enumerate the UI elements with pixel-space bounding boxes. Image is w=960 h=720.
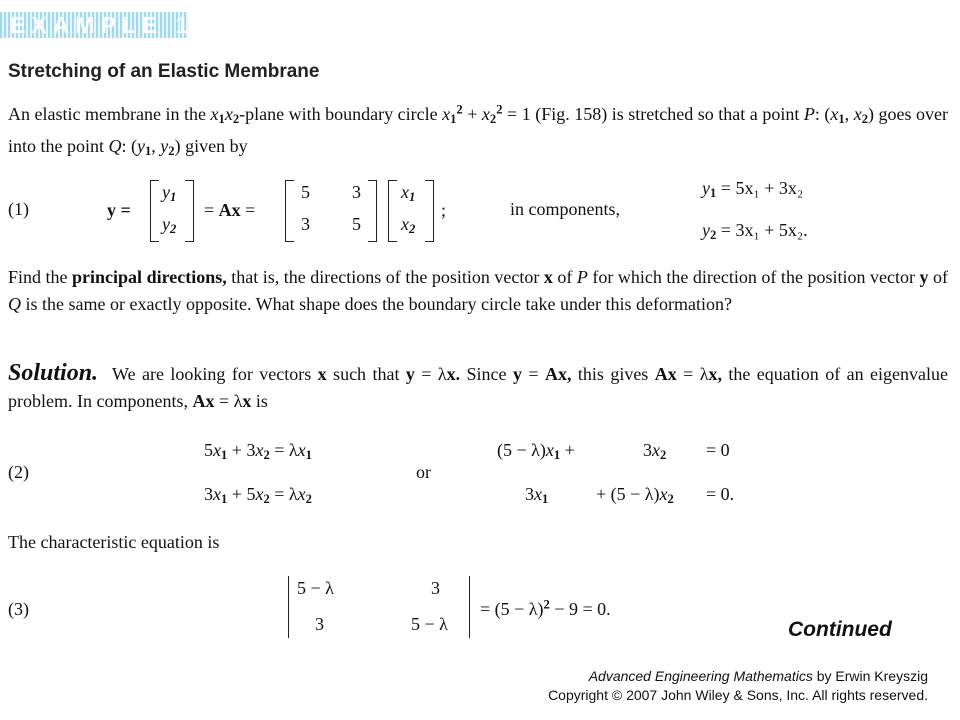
eq2-right-row2: $3x_1$ [525, 484, 549, 507]
x-vector: $x_1$ $x_2$ [388, 180, 434, 242]
eq2-left-row2: $3x_1 + 5x_2 = \lambda x_2$ [204, 484, 312, 507]
eq2-right-row1: $(5 - \lambda)x_1$ + [497, 440, 575, 463]
intro-paragraph: An elastic membrane in the $x_1x_2$-plane with boundary circle $x_1^2 + x_2^2 = 1$ (Fig. 158) is stretched so that a point P: ($x_1$, $x_2$) goes over into the point Q: ($y_1$, $y_2$) given by [8, 102, 949, 159]
continued-label: Continued [788, 618, 892, 641]
eq1-y: y = [107, 200, 131, 220]
page-title: Stretching of an Elastic Membrane [8, 61, 320, 82]
eq1-ax: = Ax = [204, 200, 256, 220]
determinant: 5 − λ 3 3 5 − λ [288, 576, 470, 638]
solution-paragraph: Solution. We are looking for vectors x such that y = λx. Since y = Ax, this gives Ax = λx, the equation of an eigenvalue problem. In components, Ax = λx is [8, 360, 948, 411]
eq1-number: (1) [8, 199, 29, 219]
eq2-or: or [416, 462, 431, 482]
y-vector: $y_1$ $y_2$ [150, 180, 194, 242]
matrix-a: 5 3 3 5 [285, 180, 377, 242]
eq2-number: (2) [8, 462, 29, 482]
eq2-right-row2-zero: = 0. [706, 484, 735, 504]
component-eq-2: $y_2 = 3x_1 + 5x_2$. [702, 220, 808, 243]
component-eq-1: $y_1 = 5x_1 + 3x_2$ [702, 178, 804, 201]
eq2-right-row1-b: $3x_2$ [643, 440, 667, 463]
eq2-left-row1: $5x_1 + 3x_2 = \lambda x_1$ [204, 440, 312, 463]
char-eq-label: The characteristic equation is [8, 532, 220, 552]
example-label: EXAMPLE 1 [10, 12, 195, 38]
footer-copyright: Copyright © 2007 John Wiley & Sons, Inc. All rights reserved. [548, 687, 928, 703]
eq2-right-row1-zero: = 0 [706, 440, 730, 460]
in-components-label: in components, [510, 199, 620, 219]
footer-book: Advanced Engineering Mathematics by Erwin Kreyszig [588, 668, 928, 684]
eq1-semicolon: ; [441, 200, 447, 220]
eq3-rhs: = $(5 - \lambda)^2 - 9 = 0$. [480, 597, 611, 619]
find-paragraph: Find the principal directions, that is, the directions of the position vector x of P for which the direction of the position vector y of Q is the same or exactly opposite. What shape does the boundary circle take under this deformation? [8, 267, 948, 314]
eq2-right-row2-b: + $(5 - \lambda)x_2$ [596, 484, 674, 507]
eq3-number: (3) [8, 599, 29, 619]
